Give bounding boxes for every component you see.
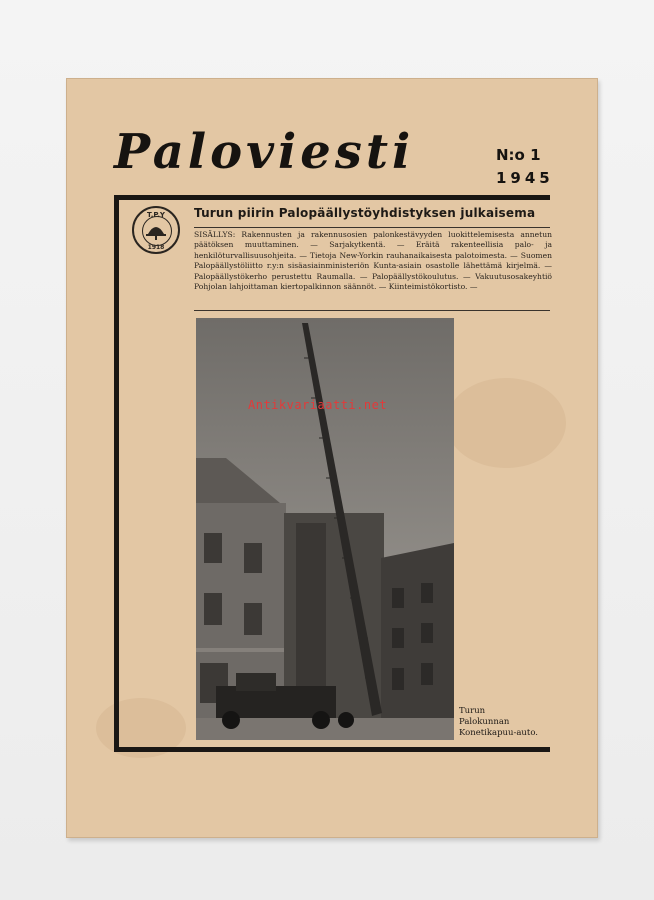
issue-year: 1945 bbox=[496, 168, 554, 187]
caption-line-2: Palokunnan bbox=[459, 717, 510, 727]
subtitle-rule bbox=[194, 227, 550, 228]
caption-line-1: Turun bbox=[459, 706, 486, 716]
contents-rule bbox=[194, 310, 550, 311]
photo-caption bbox=[459, 706, 559, 739]
frame-top-rule bbox=[114, 195, 550, 200]
cover-photo-fire-ladder-truck bbox=[196, 318, 454, 740]
table-of-contents: SISÄLLYS: Rakennusten ja rakennusosien palonkestävyyden luokittelemisesta annetun päätöksen muuttaminen. — Sarjakytkentä. — Eräitä rakenteellisia palo- ja henkilöturvallisuusohjeita. — Tietoja New-Yorkin rauhanaikaisesta palotoimesta. — Suomen Palopäällystöliitto r.y:n sisäasiainministeriön Kunta-asiain osastolle lähettämä kirjelmä. — Palopäällystökerho perustettu Raumalla. — Palopäällystökoulutus. — Vakuutusosakeyhtiö Pohjolan lahjoittaman kiertopalkinnon säännöt. — Kiinteimistökortisto. — bbox=[194, 230, 552, 292]
association-emblem-icon bbox=[132, 206, 180, 254]
issue-info bbox=[496, 146, 554, 188]
emblem-text-top: T.P.Y bbox=[147, 211, 165, 219]
magazine-cover bbox=[66, 78, 598, 838]
issue-number: N:o 1 bbox=[496, 146, 541, 164]
masthead-title: Paloviesti bbox=[114, 124, 415, 180]
paper-stain bbox=[446, 378, 566, 468]
publisher-subtitle: Turun piirin Palopäällystöyhdistyksen julkaisema bbox=[194, 206, 536, 220]
watermark: Antikvariaatti.net bbox=[248, 398, 388, 412]
frame-bottom-rule bbox=[114, 747, 550, 752]
frame-left-rule bbox=[114, 195, 119, 752]
emblem-text-bottom: 1918 bbox=[147, 244, 165, 251]
caption-line-3: Konetikapuu-auto. bbox=[459, 728, 538, 738]
helmet-icon bbox=[146, 222, 166, 240]
